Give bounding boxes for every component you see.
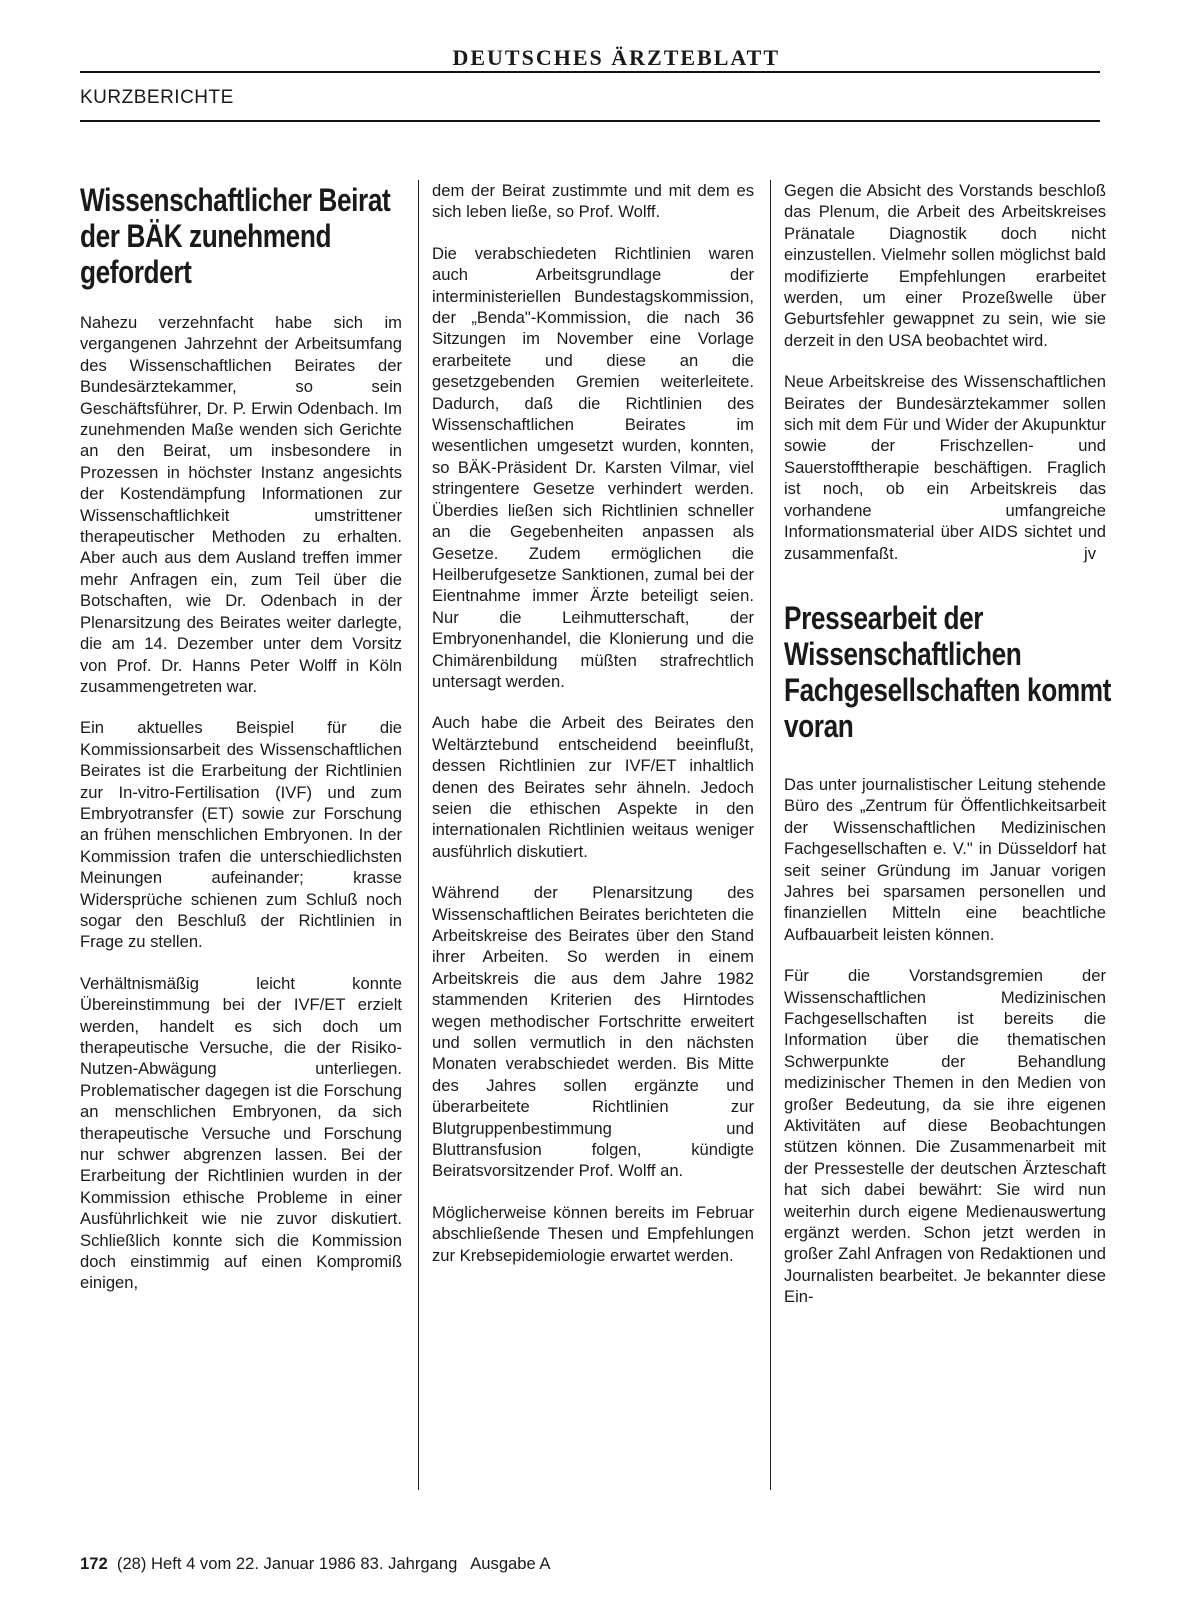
article-2-paragraph: Das unter journalistischer Leitung stehende Büro des „Zentrum für Öffentlichkeitsarbeit der Wissenschaftlichen Medizinischen Fachgesellschaften e. V." in Düsseldorf hat seit seiner Gründung im Januar vorigen Jahres bei sparsamen personellen und finanziellen Mitteln eine beachtliche Aufbauarbeit leisten können. (784, 774, 1106, 944)
masthead: DEUTSCHES ÄRZTEBLATT (452, 45, 780, 70)
article-1-paragraph-text: Neue Arbeitskreise des Wissenschaftlichen Beirates der Bundesärztekammer sollen sich mit dem Für und Wider der Akupunktur sowie der Frischzellen- und Sauerstofftherapie beschäftigen. Fraglich ist noch, ob ein Arbeitskreis das vorhandene umfangreiche Informationsmaterial über AIDS sichtet und zusammenfaßt. (784, 372, 1106, 563)
masthead-rule (80, 71, 1100, 73)
article-1-paragraph: Ein aktuelles Beispiel für die Kommissionsarbeit des Wissenschaftlichen Beirates ist die Erarbeitung der Richtlinien zur In-vitro-Fertilisation (IVF) und zum Embryotransfer (ET) sowie zur Forschung an frühen menschlichen Embryonen. In der Kommission trafen die unterschiedlichsten Meinungen aufeinander; krasse Widersprüche schienen zum Schluß noch sogar den Beschluß der Richtlinien in Frage zu stellen. (80, 718, 402, 952)
article-2-headline: Pressearbeit der Wissenschaftlichen Fachgesellschaften kommt voran (784, 599, 1112, 744)
column-3 (784, 180, 1112, 1328)
article-1-paragraph: Gegen die Absicht des Vorstands beschloß das Plenum, die Arbeit des Arbeitskreises Pränatale Diagnostik doch nicht einzustellen. Vielmehr sollen möglichst bald modifizierte Empfehlungen erarbeitet werden, um einer Prozeßwelle über Geburtsfehler gewappnet zu sein, wie sie derzeit in den USA beobachtet wird. (784, 181, 1106, 350)
article-1-paragraph (784, 371, 1106, 564)
section-label: KURZBERICHTE (80, 87, 234, 108)
article-1-paragraph: Verhältnismäßig leicht konnte Übereinstimmung bei der IVF/ET erzielt werden, handelt es sich doch um therapeutische Versuche, die der Risiko-Nutzen-Abwägung unterliegen. Problematischer dagegen ist die Forschung an menschlichen Embryonen, da sich therapeutische Versuche und Forschung nur schwer abgrenzen lassen. Bei der Erarbeitung der Richtlinien wurden in der Kommission ethische Probleme in einer Ausführlichkeit wie nie zuvor diskutiert. Schließlich konnte sich die Kommission doch einstimmig auf einen Kompromiß einigen, (80, 973, 402, 1293)
article-1-headline: Wissenschaftlicher Beirat der BÄK zunehmend gefordert (80, 182, 391, 290)
article-1-paragraph: Nahezu verzehnfacht habe sich im vergangenen Jahrzehnt der Arbeitsumfang des Wissenschaftlichen Beirates der Bundesärztekammer, so sein Geschäftsführer, Dr. P. Erwin Odenbach. Im zunehmenden Maße wenden sich Gerichte an den Beirat, um insbesondere in Prozessen in höchster Instanz angesichts der Kostendämpfung Informationen zur Wissenschaftlichkeit umstrittener therapeutischer Methoden zu erhalten. Aber auch aus dem Ausland treffen immer mehr Anfragen ein, zum Teil über die Botschaften, wie Dr. Odenbach in der Plenarsitzung des Beirates weiter darlegte, die am 14. Dezember unter dem Vorsitz von Prof. Dr. Hanns Peter Wolff in Köln zusammengetreten war. (80, 313, 402, 696)
page-number: 172 (80, 1554, 108, 1573)
issue-info: (28) Heft 4 vom 22. Januar 1986 83. Jahrgang Ausgabe A (116, 1554, 551, 1573)
article-1-paragraph: Die verabschiedeten Richtlinien waren auch Arbeitsgrundlage der interministeriellen Bundestagskommission, der „Benda"-Kommission, die nach 36 Sitzungen im November eine Vorlage erarbeitete und diese an die gesetzgebenden Gremien weiterleitete. Dadurch, daß die Richtlinien des Wissenschaftlichen Beirates im wesentlichen umgesetzt wurden, konnten, so BÄK-Präsident Dr. Karsten Vilmar, viel stringentere Gesetze verhindert werden. Überdies ließen sich Richtlinien schneller an die Gegebenheiten anpassen als Gesetze. Zudem ermöglichen die Heilberufgesetze Sanktionen, zumal bei der Eientnahme immer Ärzte beteiligt seien. Nur die Leihmutterschaft, der Embryonenhandel, die Klonierung und die Chimärenbildung müßten strafrechtlich untersagt werden. (432, 243, 754, 691)
article-2-paragraph: Für die Vorstandsgremien der Wissenschaftlichen Medizinischen Fachgesellschaften ist bereits die Information über die thematischen Schwerpunkte der Behandlung medizinischer Themen in den Medien von großer Bedeutung, da sie ihre eigenen Aktivitäten auf diese Beobachtungen stützen können. Die Zusammenarbeit mit der Pressestelle der deutschen Ärzteschaft hat sich dabei bewährt: Sie wird nun weiterhin durch eigene Medienauswertung ergänzt werden. Schon jetzt werden in großer Zahl Anfragen von Redaktionen und Journalisten bearbeitet. Je bekannter diese Ein- (784, 966, 1106, 1307)
column-2 (432, 180, 754, 1286)
author-signature: jv (1084, 543, 1096, 563)
page-footer (80, 1553, 551, 1575)
column-divider (418, 180, 419, 1490)
article-1-paragraph: Auch habe die Arbeit des Beirates den Weltärztebund entscheidend beeinflußt, dessen Richtlinien zur IVF/ET inhaltlich denen des Beirates sehr ähneln. Jedoch seien die ethischen Aspekte in den internationalen Richtlinien weitaus weniger ausführlich diskutiert. (432, 713, 754, 861)
column-divider (770, 180, 771, 1490)
article-1-paragraph: dem der Beirat zustimmte und mit dem es sich leben ließe, so Prof. Wolff. (432, 181, 754, 222)
article-1-paragraph: Während der Plenarsitzung des Wissenschaftlichen Beirates berichteten die Arbeitskreise des Beirates über den Stand ihrer Arbeiten. So werden in einem Arbeitskreis die aus dem Jahre 1982 stammenden Kriterien des Hirntodes wegen methodischer Fortschritte erweitert und sollen vermutlich in den nächsten Monaten verabschiedet werden. Bis Mitte des Jahres sollen ergänzte und überarbeitete Richtlinien zur Blutgruppenbestimmung und Bluttransfusion folgen, kündigte Beiratsvorsitzender Prof. Wolff an. (432, 883, 754, 1181)
column-1 (80, 182, 402, 1314)
section-rule (80, 120, 1100, 122)
article-1-paragraph: Möglicherweise können bereits im Februar abschließende Thesen und Empfehlungen zur Krebsepidemiologie erwartet werden. (432, 1202, 754, 1265)
